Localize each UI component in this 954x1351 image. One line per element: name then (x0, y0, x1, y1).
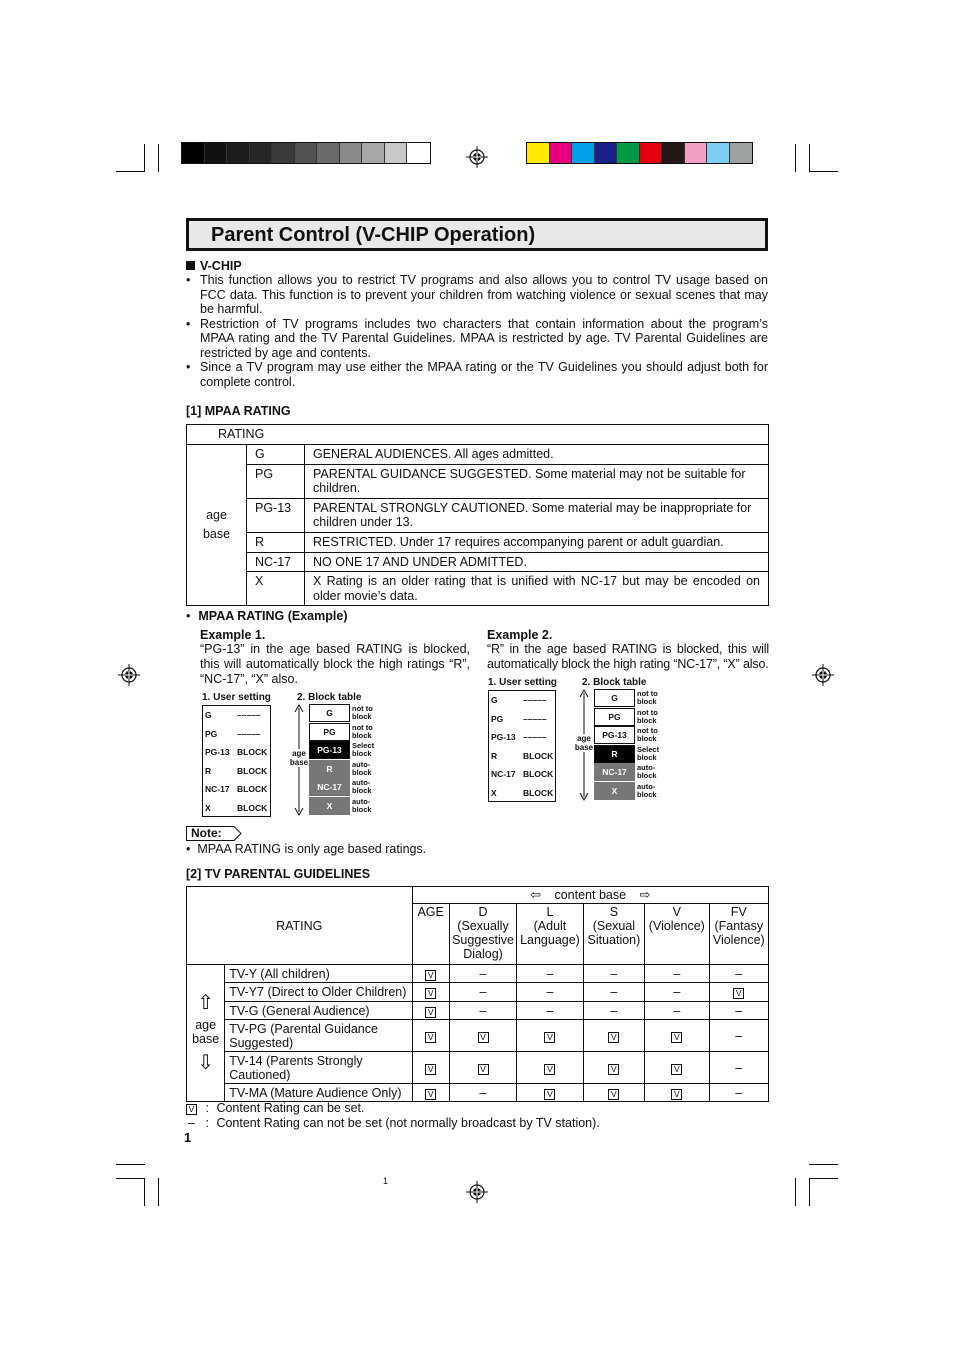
rating-name: TV-Y (All children) (225, 965, 412, 983)
table-cell: V (412, 1052, 449, 1084)
rating-name: TV-14 (Parents Strongly Cautioned) (225, 1052, 412, 1084)
table-cell: – (709, 965, 768, 983)
vchip-bullets (186, 273, 768, 389)
block-table-note: not to block (352, 722, 373, 740)
age-base-label: age base (284, 749, 314, 767)
user-setting-table (202, 705, 271, 817)
table-cell: – (517, 983, 583, 1002)
page-number: 1 (184, 1130, 192, 1145)
down-arrow-icon: ⇩ (197, 1052, 214, 1074)
mpaa-heading: [1] MPAA RATING (186, 404, 291, 418)
age-base-label: age base (569, 734, 599, 752)
registration-mark-icon (118, 664, 140, 686)
color-swatch (362, 143, 385, 163)
table-cell: – (709, 1084, 768, 1102)
rating-name: TV-PG (Parental Guidance Suggested) (225, 1020, 412, 1052)
left-arrow-icon: ⇦ (530, 887, 541, 902)
table-cell: V (709, 983, 768, 1002)
table-row (187, 965, 769, 983)
block-table-cell: PG (594, 708, 635, 726)
block-table-note: not to block (637, 707, 658, 725)
footer-number: 1 (383, 1176, 389, 1186)
block-table-label: 2. Block table (297, 692, 362, 703)
table-cell: – (517, 1002, 583, 1020)
table-cell: PARENTAL GUIDANCE SUGGESTED. Some material may not be suitable for children. (305, 464, 769, 498)
table-cell: V (583, 1020, 644, 1052)
block-table-cell: PG-13 (309, 741, 350, 759)
block-table-cell: PG-13 (594, 726, 635, 744)
block-table-label: 2. Block table (582, 677, 647, 688)
block-table-note: auto-block (352, 797, 372, 814)
table-cell: – (583, 983, 644, 1002)
table-row (187, 1084, 769, 1102)
color-swatch (340, 143, 363, 163)
note-label: Note: (191, 826, 222, 840)
user-setting-table (488, 690, 556, 802)
table-cell: G (247, 444, 305, 464)
color-swatch (407, 143, 430, 163)
user-setting-label: 1. User setting (202, 692, 271, 703)
list-item: • Restriction of TV programs includes two characters that contain information about the program’s MPAA rating and the TV Parental Guidelines. MPAA is restricted by age. TV Parental Guidelines are restricted by age and contents. (186, 317, 768, 361)
block-table-cell: NC-17 (594, 763, 635, 781)
table-cell: V (412, 1084, 449, 1102)
user-setting-row: G ––––– (205, 710, 261, 720)
table-row (187, 1052, 769, 1084)
table-cell: PG-13 (247, 498, 305, 532)
table-cell: – (709, 1020, 768, 1052)
table-row (187, 1020, 769, 1052)
table-cell: NO ONE 17 AND UNDER ADMITTED. (305, 552, 769, 572)
table-row (187, 983, 769, 1002)
block-table-note: not to block (637, 689, 658, 706)
table-cell: – (709, 1052, 768, 1084)
table-cell: – (517, 965, 583, 983)
registration-mark-icon (466, 146, 488, 168)
block-table-cell: R (594, 745, 635, 763)
block-table-cell: X (309, 797, 350, 815)
registration-mark-icon (466, 1181, 488, 1203)
table-cell: – (449, 983, 516, 1002)
column-header: FV (Fantasy Violence) (709, 904, 768, 965)
user-setting-row: X BLOCK (491, 787, 554, 798)
table-cell: – (645, 1002, 709, 1020)
table-cell: V (412, 1002, 449, 1020)
user-setting-row: R BLOCK (491, 750, 554, 761)
color-swatch (205, 143, 228, 163)
user-setting-row: G ––––– (491, 695, 547, 705)
block-table-note: not to block (637, 726, 658, 744)
column-header: D (Sexually Suggestive Dialog) (449, 904, 516, 965)
color-swatch (317, 143, 340, 163)
rating-name: TV-MA (Mature Audience Only) (225, 1084, 412, 1102)
color-swatch (385, 143, 408, 163)
table-cell: V (645, 1052, 709, 1084)
rating-header: RATING (187, 887, 413, 965)
rating-name: TV-G (General Audience) (225, 1002, 412, 1020)
table-cell: R (247, 532, 305, 552)
table-cell: NC-17 (247, 552, 305, 572)
block-table-cell: G (309, 704, 350, 722)
mpaa-rating-table (186, 424, 769, 606)
table-cell: V (517, 1020, 583, 1052)
column-header: V (Violence) (645, 904, 709, 965)
page-title-box (186, 218, 768, 251)
table-cell: – (583, 965, 644, 983)
color-swatch (617, 143, 640, 163)
color-swatch (662, 143, 685, 163)
user-setting-row: R BLOCK (205, 765, 268, 776)
list-item: • This function allows you to restrict TV programs and also allows you to control TV usage based on FCC data. This function is to prevent your children from watching violence or sexual scenes that may be harmful. (186, 273, 768, 317)
color-swatch (250, 143, 273, 163)
color-swatch (640, 143, 663, 163)
example-2: Example 2. “R” in the age based RATING is blocked, this will automatically block the high rating “NC-17”, “X” also. (487, 628, 769, 671)
color-swatch (227, 143, 250, 163)
block-table-note: auto-block (637, 763, 657, 781)
table-cell: V (449, 1020, 516, 1052)
table-cell: V (449, 1052, 516, 1084)
table-cell: V (583, 1052, 644, 1084)
table-row (187, 1002, 769, 1020)
content-base-header: ⇦ content base ⇨ (412, 887, 768, 904)
color-swatch (295, 143, 318, 163)
color-swatch (730, 143, 753, 163)
column-header: S (Sexual Situation) (583, 904, 644, 965)
block-table-cell: G (594, 689, 635, 707)
block-table-note: auto-block (352, 778, 372, 796)
block-table-note: auto-block (637, 782, 657, 799)
table-cell: – (449, 1002, 516, 1020)
right-arrow-icon: ⇨ (639, 887, 651, 902)
legend-dash: – : Content Rating can not be set (not normally broadcast by TV station). (188, 1116, 600, 1130)
table-cell: V (412, 1020, 449, 1052)
color-swatch (595, 143, 618, 163)
table-cell: X (247, 572, 305, 606)
page-title: Parent Control (V-CHIP Operation) (211, 224, 536, 246)
color-swatch (707, 143, 730, 163)
block-table-note: not to block (352, 704, 373, 721)
note-text: • MPAA RATING is only age based ratings. (186, 842, 427, 856)
block-table-cell: NC-17 (309, 778, 350, 796)
table-cell: – (449, 1084, 516, 1102)
grayscale-color-bar (181, 142, 431, 164)
table-cell: – (449, 965, 516, 983)
tv-guidelines-heading: [2] TV PARENTAL GUIDELINES (186, 867, 371, 881)
registration-mark-icon (812, 664, 834, 686)
table-cell: PARENTAL STRONGLY CAUTIONED. Some material may be inappropriate for children under 13. (305, 498, 769, 532)
table-cell: V (412, 965, 449, 983)
list-item: • Since a TV program may use either the MPAA rating or the TV Guidelines you should adjust both for complete control. (186, 360, 768, 389)
color-swatch (527, 143, 550, 163)
block-table-cell: X (594, 782, 635, 800)
column-header: AGE (412, 904, 449, 965)
table-cell: V (517, 1052, 583, 1084)
up-arrow-icon: ⇧ (197, 992, 214, 1014)
table-cell: – (645, 965, 709, 983)
table-cell: – (709, 1002, 768, 1020)
table-cell: GENERAL AUDIENCES. All ages admitted. (305, 444, 769, 464)
legend-v: V : Content Rating can be set. (186, 1101, 364, 1115)
table-cell: V (412, 983, 449, 1002)
age-base-cell: age base (187, 444, 247, 606)
square-bullet-icon (186, 261, 195, 270)
block-table-cell: R (309, 760, 350, 778)
table-header: RATING (187, 425, 769, 445)
user-setting-row: PG-13 BLOCK (205, 747, 268, 757)
block-table-note: Select block (637, 744, 660, 762)
example-1: Example 1. “PG-13” in the age based RATING is blocked, this will automatically block the high ratings “R”, “NC-17”, “X” also. (200, 628, 470, 686)
tv-guidelines-table (186, 886, 769, 1102)
table-cell: – (645, 983, 709, 1002)
user-setting-row: PG ––––– (205, 728, 261, 739)
color-swatch (550, 143, 573, 163)
table-cell: X Rating is an older rating that is unified with NC-17 but may be encoded on older movie’s data. (305, 572, 769, 606)
process-color-bar (526, 142, 753, 164)
color-swatch (272, 143, 295, 163)
user-setting-row: PG ––––– (491, 713, 547, 724)
color-swatch (182, 143, 205, 163)
table-cell: V (645, 1084, 709, 1102)
table-cell: – (583, 1002, 644, 1020)
table-cell: PG (247, 464, 305, 498)
user-setting-row: NC-17 BLOCK (491, 769, 554, 779)
user-setting-row: X BLOCK (205, 802, 268, 813)
table-cell: RESTRICTED. Under 17 requires accompanying parent or adult guardian. (305, 532, 769, 552)
user-setting-label: 1. User setting (488, 677, 557, 688)
examples-heading: • MPAA RATING (Example) (186, 609, 348, 623)
table-cell: V (517, 1084, 583, 1102)
user-setting-row: PG-13 ––––– (491, 732, 547, 742)
block-table-note: Select block (352, 741, 375, 759)
color-swatch (572, 143, 595, 163)
column-header: L (Adult Language) (517, 904, 583, 965)
color-swatch (685, 143, 708, 163)
vchip-heading: V-CHIP (186, 259, 242, 273)
block-table-note: auto-block (352, 759, 372, 777)
block-table-cell: PG (309, 723, 350, 741)
table-cell: V (645, 1020, 709, 1052)
rating-name: TV-Y7 (Direct to Older Children) (225, 983, 412, 1002)
user-setting-row: NC-17 BLOCK (205, 784, 268, 794)
age-base-cell: ⇧ age base ⇩ (187, 965, 225, 1102)
table-cell: V (583, 1084, 644, 1102)
